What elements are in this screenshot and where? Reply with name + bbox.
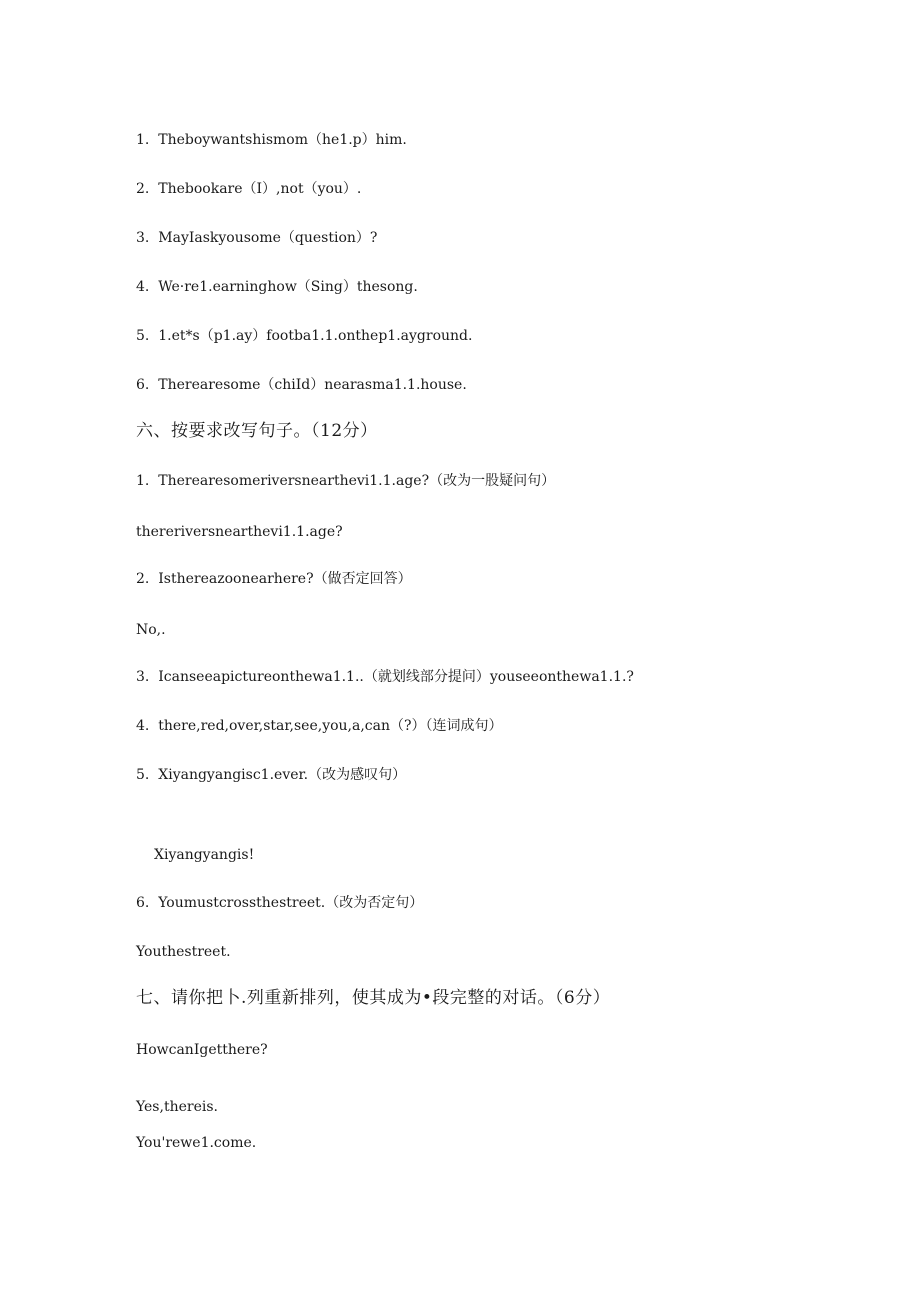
rewrite-question-4: 4. there,red,over,star,see,you,a,can（?）（连词成句）	[136, 718, 503, 734]
exercise-item-4: 4. We·re1.earninghow（Sing）thesong.	[136, 279, 418, 295]
dialogue-line-1: HowcanIgetthere?	[136, 1042, 268, 1058]
rewrite-question-1: 1. Therearesomeriversnearthevi1.1.age?（改为一股疑问句）	[136, 473, 556, 489]
rewrite-question-5: 5. Xiyangyangisc1.ever.（改为感叹句）	[136, 767, 407, 783]
exercise-item-5: 5. 1.et*s（p1.ay）footba1.1.onthep1.ayground.	[136, 328, 473, 344]
rewrite-question-3: 3. Icanseeapictureonthewa1.1..（就划线部分提问）youseeonthewa1.1.?	[136, 669, 634, 685]
exercise-item-6: 6. Therearesome（chiId）nearasma1.1.house.	[136, 377, 467, 393]
exercise-item-3: 3. MayIaskyousome（question）?	[136, 230, 378, 246]
rewrite-question-6: 6. Youmustcrossthestreet.（改为否定句）	[136, 895, 424, 911]
section-six-heading: 六、按要求改写句子。（12分）	[136, 421, 378, 441]
section-seven-heading: 七、请你把卜.列重新排列，使其成为•段完整的对话。（6分）	[136, 988, 611, 1008]
rewrite-answer-5: Xiyangyangis!	[154, 847, 255, 863]
rewrite-answer-2: No,.	[136, 622, 166, 638]
rewrite-answer-1: thereriversnearthevi1.1.age?	[136, 524, 343, 540]
dialogue-line-2: Yes,thereis.	[136, 1099, 218, 1115]
exercise-item-2: 2. Thebookare（I）,not（you）.	[136, 181, 362, 197]
dialogue-line-3: You'rewe1.come.	[136, 1135, 257, 1151]
rewrite-question-2: 2. Isthereazoonearhere?（做否定回答）	[136, 571, 412, 587]
rewrite-answer-6: Youthestreet.	[136, 944, 231, 960]
exercise-item-1: 1. Theboywantshismom（he1.p）him.	[136, 132, 407, 148]
